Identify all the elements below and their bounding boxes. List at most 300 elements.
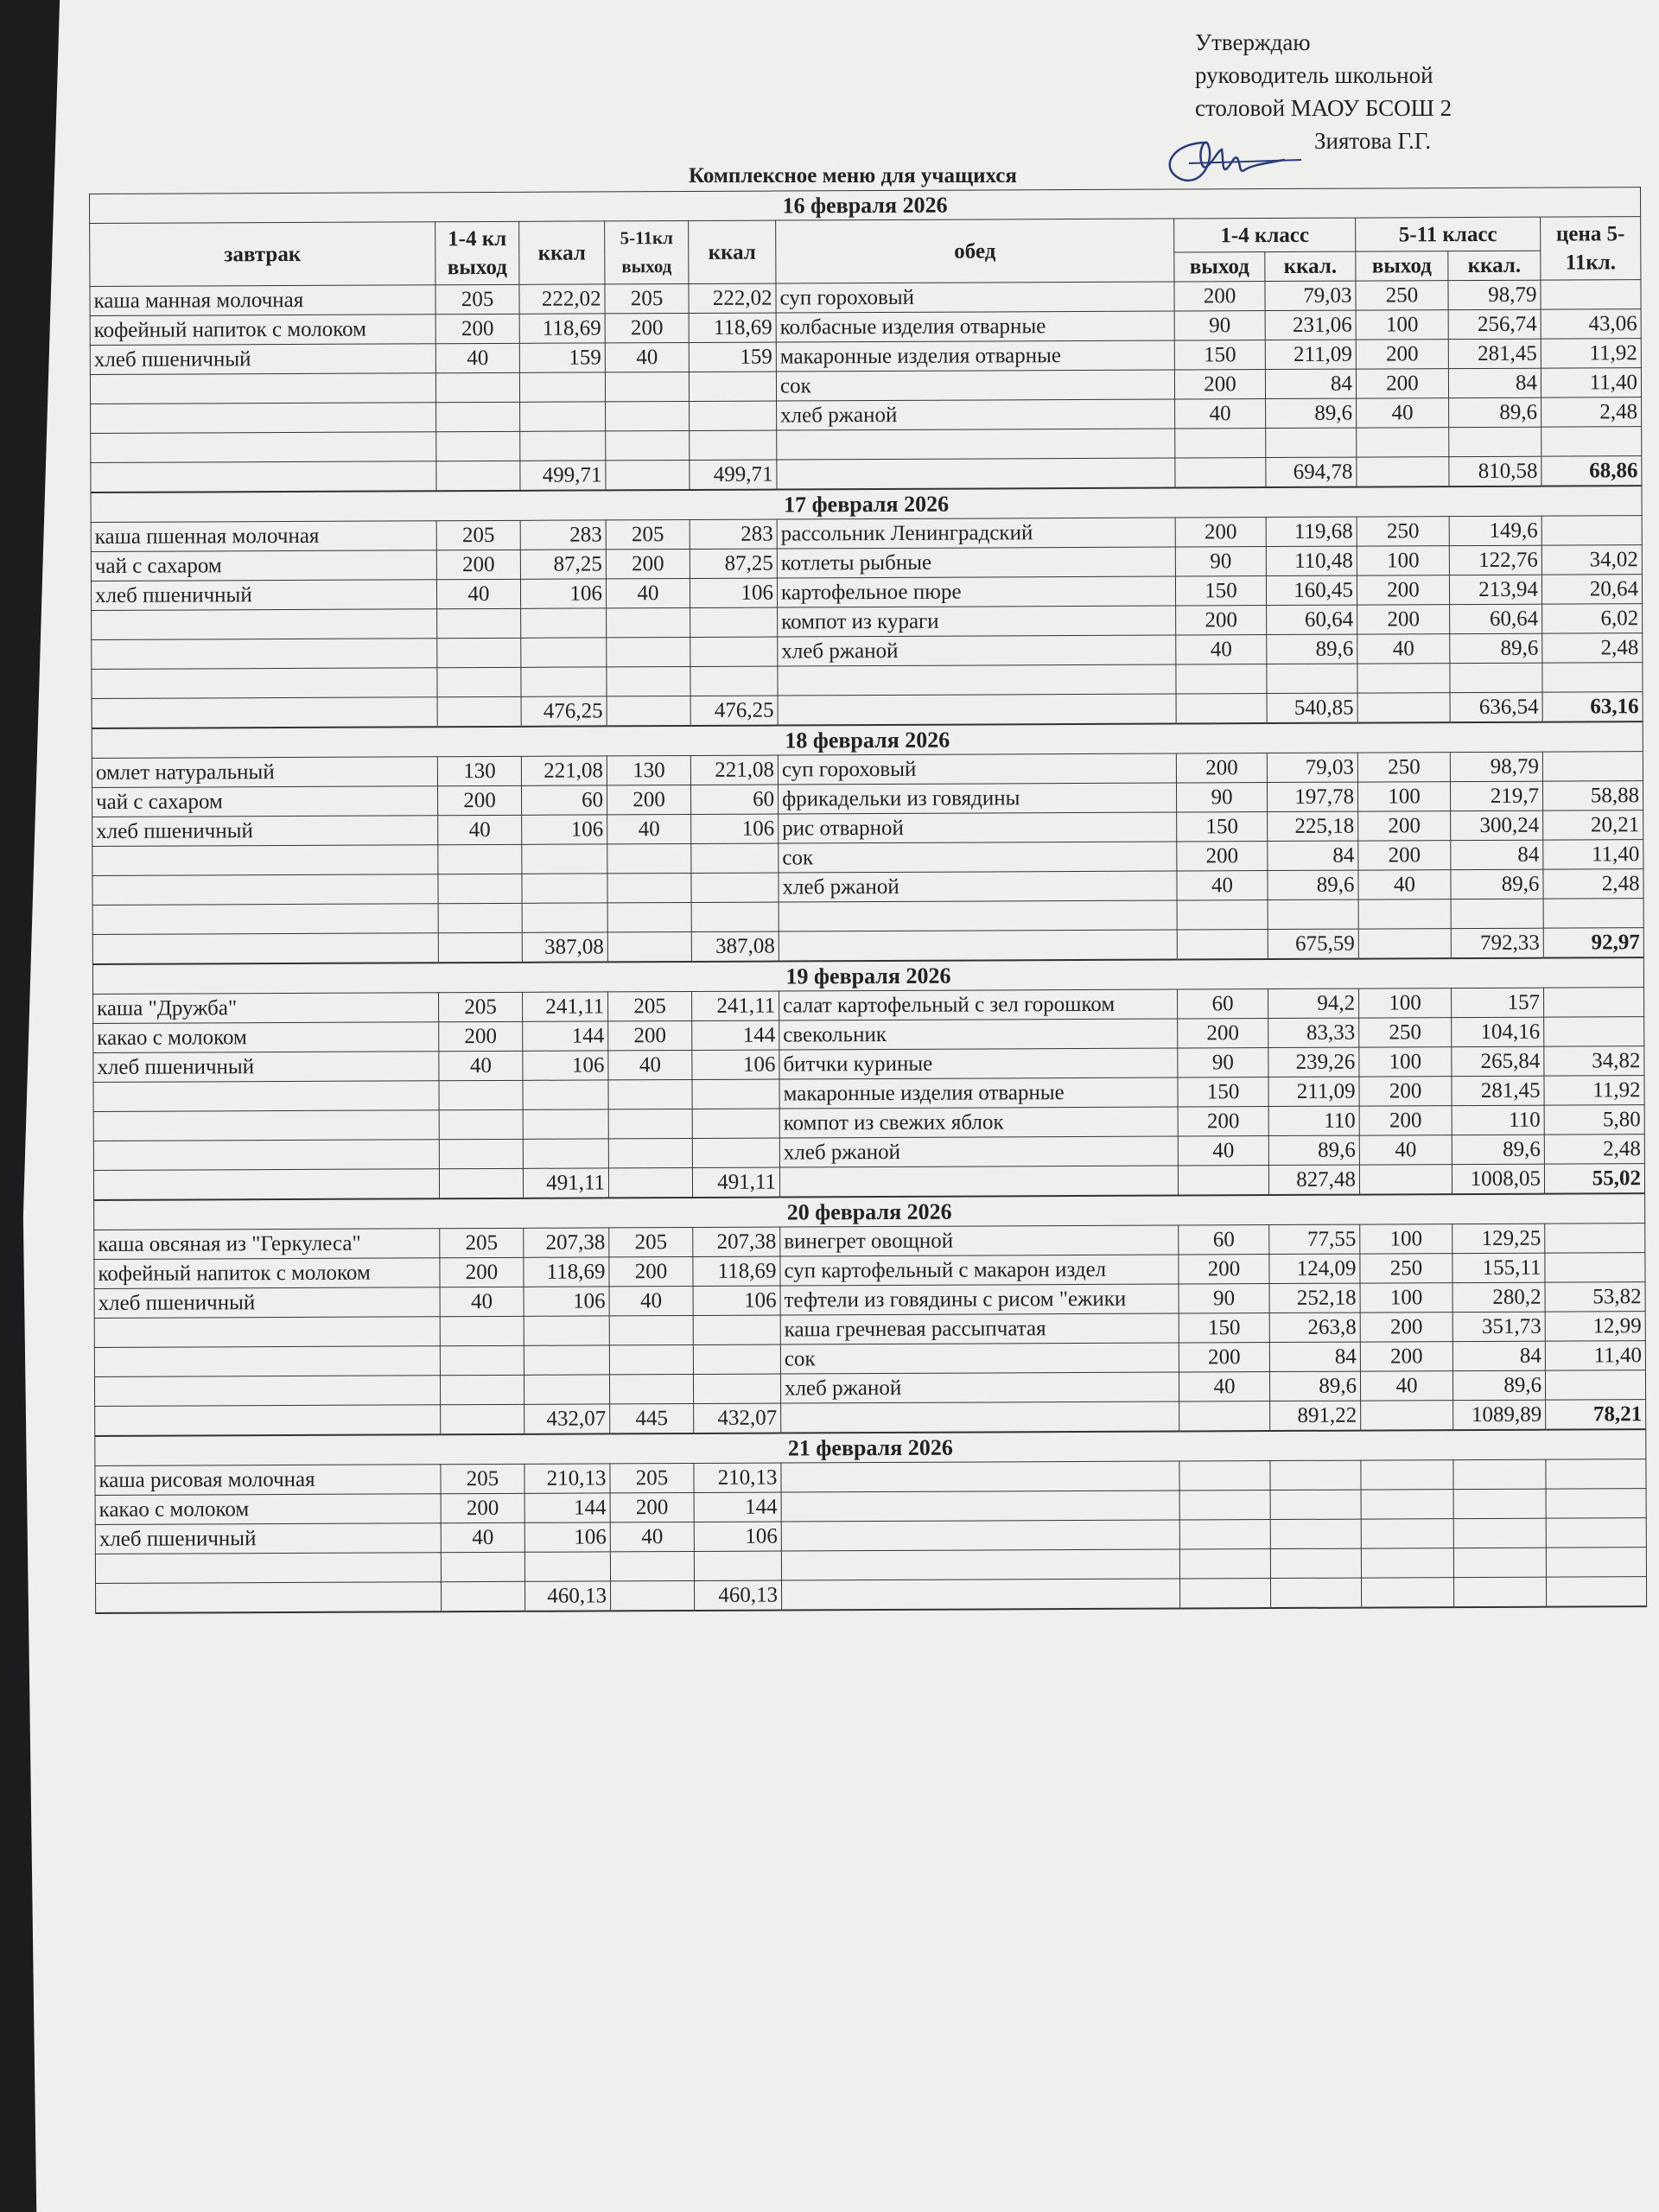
- menu-cell: 11,92: [1544, 1076, 1644, 1106]
- menu-cell: [1357, 664, 1450, 693]
- menu-cell: 205: [435, 284, 519, 314]
- menu-cell: 200: [1176, 753, 1267, 783]
- menu-cell: 60,64: [1267, 605, 1357, 634]
- menu-cell: [94, 1376, 440, 1407]
- menu-cell: 200: [609, 1256, 693, 1286]
- menu-cell: [439, 1080, 523, 1109]
- menu-cell: 250: [1359, 1018, 1452, 1047]
- menu-cell: [1542, 663, 1643, 693]
- day-date: 18 февраля 2026: [92, 721, 1643, 758]
- total-cell: 432,07: [524, 1404, 610, 1434]
- menu-cell: 205: [436, 520, 520, 550]
- menu-cell: хлеб пшеничный: [92, 816, 438, 847]
- total-cell: [96, 1582, 442, 1613]
- menu-cell: 40: [605, 342, 689, 372]
- menu-cell: 222,02: [519, 284, 605, 314]
- menu-cell: 252,18: [1269, 1283, 1360, 1313]
- header-class-5-11: 5-11 класс: [1356, 217, 1541, 251]
- total-cell: 491,11: [692, 1167, 779, 1198]
- total-cell: 491,11: [523, 1168, 608, 1198]
- total-cell: 1089,89: [1453, 1400, 1546, 1430]
- menu-cell: 84: [1268, 841, 1358, 870]
- menu-cell: 110: [1452, 1105, 1544, 1135]
- menu-cell: 11,92: [1541, 339, 1641, 369]
- menu-cell: [694, 1551, 781, 1580]
- menu-cell: 200: [440, 1257, 524, 1287]
- header-sub-kcal-2: ккал.: [1448, 251, 1541, 280]
- total-cell: 792,33: [1451, 928, 1543, 958]
- menu-cell: 231,06: [1265, 310, 1356, 340]
- menu-cell: 110,48: [1266, 546, 1357, 575]
- menu-cell: 263,8: [1269, 1313, 1360, 1342]
- menu-cell: 200: [1356, 369, 1448, 398]
- menu-cell: 222,02: [689, 283, 776, 313]
- menu-cell: 89,6: [1451, 869, 1543, 899]
- menu-cell: 106: [524, 1287, 609, 1316]
- total-cell: [1361, 1401, 1453, 1431]
- menu-cell: 200: [1176, 606, 1267, 635]
- menu-cell: [440, 1316, 524, 1345]
- menu-cell: 2,48: [1544, 1135, 1644, 1165]
- total-cell: [93, 1169, 439, 1200]
- total-cell: [438, 932, 522, 963]
- menu-cell: [607, 637, 690, 666]
- total-price-cell: 55,02: [1544, 1164, 1644, 1194]
- menu-cell: 106: [520, 579, 606, 608]
- menu-cell: 98,79: [1450, 752, 1542, 781]
- menu-cell: 11,40: [1543, 840, 1643, 870]
- menu-cell: [1546, 1459, 1646, 1490]
- menu-cell: [690, 607, 778, 637]
- menu-cell: 89,6: [1269, 1371, 1360, 1401]
- menu-cell: каша пшенная молочная: [91, 521, 436, 552]
- menu-cell: 150: [1175, 576, 1266, 606]
- menu-cell: [1541, 280, 1641, 310]
- total-price-cell: 63,16: [1542, 692, 1643, 722]
- menu-cell: 40: [435, 343, 519, 372]
- menu-cell: 11,40: [1541, 368, 1641, 398]
- total-cell: 499,71: [690, 460, 777, 490]
- menu-cell: [523, 1080, 608, 1109]
- menu-cell: 200: [436, 550, 520, 579]
- menu-cell: [522, 874, 607, 903]
- total-cell: [1357, 457, 1449, 487]
- header-lunch: обед: [776, 219, 1174, 283]
- menu-cell: [606, 401, 690, 430]
- menu-cell: тефтели из говядины с рисом "ежики: [780, 1284, 1179, 1315]
- menu-cell: 6,02: [1542, 604, 1643, 634]
- menu-cell: 34,02: [1541, 545, 1642, 575]
- menu-cell: 241,11: [692, 991, 779, 1020]
- menu-cell: битчки куриные: [779, 1048, 1178, 1079]
- menu-cell: 150: [1177, 812, 1268, 842]
- menu-cell: салат картофельный с зел горошком: [779, 989, 1178, 1020]
- total-cell: 445: [610, 1403, 694, 1433]
- menu-cell: 60: [690, 785, 778, 814]
- menu-cell: 40: [607, 814, 691, 843]
- menu-cell: [438, 874, 522, 903]
- menu-cell: [778, 664, 1176, 696]
- menu-table: [89, 187, 1647, 1614]
- menu-cell: [607, 843, 691, 873]
- approval-line-2: руководитель школьной: [1195, 62, 1433, 88]
- menu-cell: 211,09: [1268, 1077, 1359, 1106]
- menu-cell: [1176, 664, 1267, 694]
- menu-cell: 60: [1178, 989, 1268, 1019]
- menu-cell: 221,08: [690, 755, 778, 785]
- menu-cell: [92, 904, 438, 935]
- header-sub-out-2: выход: [1356, 251, 1448, 281]
- menu-cell: 150: [1174, 340, 1265, 370]
- menu-cell: 256,74: [1448, 309, 1541, 339]
- menu-cell: [94, 1317, 440, 1348]
- menu-cell: 283: [690, 519, 777, 549]
- menu-cell: 205: [608, 991, 692, 1020]
- menu-cell: 144: [694, 1492, 781, 1522]
- menu-cell: 200: [441, 1493, 524, 1522]
- menu-cell: 40: [606, 578, 690, 607]
- menu-cell: 118,69: [524, 1257, 609, 1287]
- total-cell: [782, 1579, 1180, 1611]
- menu-cell: 40: [1179, 1372, 1269, 1402]
- menu-cell: 5,80: [1544, 1105, 1644, 1135]
- menu-cell: каша манная молочная: [90, 285, 435, 316]
- menu-cell: 200: [1357, 605, 1450, 634]
- total-cell: 827,48: [1268, 1165, 1359, 1195]
- total-cell: 1008,05: [1452, 1164, 1544, 1194]
- total-price-cell: 78,21: [1546, 1400, 1646, 1430]
- menu-cell: [692, 1109, 779, 1138]
- menu-cell: 89,6: [1268, 1135, 1359, 1165]
- menu-cell: 84: [1265, 369, 1356, 398]
- menu-cell: 60: [1179, 1225, 1269, 1255]
- total-cell: [436, 461, 520, 491]
- menu-cell: [521, 638, 607, 667]
- menu-cell: 2,48: [1542, 633, 1643, 664]
- menu-cell: 200: [608, 1020, 692, 1050]
- menu-cell: какао с молоком: [95, 1494, 441, 1525]
- menu-cell: суп гороховый: [778, 753, 1176, 785]
- menu-cell: 219,7: [1450, 781, 1542, 810]
- menu-cell: [1177, 900, 1268, 930]
- menu-cell: 200: [435, 314, 519, 343]
- menu-cell: 149,6: [1449, 516, 1541, 545]
- menu-cell: макаронные изделия отварные: [776, 340, 1174, 372]
- menu-cell: 205: [606, 519, 690, 549]
- menu-cell: [1453, 1489, 1546, 1518]
- menu-cell: [690, 637, 778, 666]
- menu-cell: хлеб ржаной: [780, 1372, 1179, 1403]
- menu-cell: каша гречневая рассыпчатая: [780, 1313, 1179, 1344]
- menu-cell: 280,2: [1452, 1282, 1545, 1312]
- menu-cell: 200: [1360, 1313, 1452, 1342]
- menu-cell: 84: [1452, 1341, 1545, 1370]
- menu-cell: омлет натуральный: [92, 757, 437, 788]
- menu-cell: 43,06: [1541, 309, 1641, 340]
- menu-cell: [1361, 1460, 1453, 1490]
- menu-cell: 205: [439, 992, 523, 1021]
- menu-cell: [607, 666, 690, 696]
- menu-cell: [1179, 1520, 1270, 1549]
- menu-cell: [1543, 899, 1643, 929]
- menu-cell: 144: [692, 1020, 779, 1050]
- menu-cell: 200: [607, 785, 690, 814]
- menu-cell: хлеб ржаной: [779, 871, 1177, 902]
- menu-cell: 200: [1174, 282, 1265, 311]
- menu-cell: [608, 1109, 692, 1138]
- menu-cell: 58,88: [1542, 781, 1643, 811]
- menu-cell: [1546, 1548, 1646, 1578]
- menu-cell: [1449, 427, 1541, 456]
- menu-cell: [607, 607, 690, 637]
- menu-cell: 100: [1357, 546, 1449, 575]
- menu-cell: хлеб пшеничный: [93, 1052, 439, 1083]
- menu-cell: 130: [607, 755, 690, 785]
- menu-cell: [441, 1552, 524, 1581]
- menu-table-body: [90, 188, 1647, 1613]
- total-cell: [1175, 458, 1266, 488]
- menu-cell: рис отварной: [779, 812, 1177, 843]
- menu-cell: 40: [439, 1051, 523, 1080]
- menu-cell: 205: [605, 283, 689, 313]
- day-date: 19 февраля 2026: [92, 957, 1643, 994]
- total-cell: [1358, 929, 1451, 959]
- menu-cell: [439, 1109, 523, 1139]
- menu-cell: [522, 903, 607, 932]
- menu-cell: [1270, 1519, 1361, 1548]
- menu-cell: хлеб ржаной: [779, 1136, 1178, 1167]
- menu-cell: 84: [1451, 840, 1543, 869]
- menu-cell: 40: [1175, 399, 1266, 429]
- menu-cell: 87,25: [690, 549, 777, 578]
- menu-cell: [1268, 899, 1358, 929]
- menu-cell: [440, 1345, 524, 1375]
- menu-cell: 89,6: [1452, 1370, 1545, 1400]
- menu-cell: [606, 430, 690, 460]
- menu-cell: сок: [779, 842, 1177, 873]
- menu-cell: [1453, 1548, 1546, 1577]
- total-cell: 499,71: [520, 461, 606, 491]
- total-cell: [1357, 693, 1450, 723]
- menu-cell: 2,48: [1541, 397, 1642, 428]
- menu-cell: 40: [1357, 398, 1449, 428]
- menu-cell: [520, 431, 606, 461]
- menu-cell: какао с молоком: [93, 1022, 439, 1053]
- menu-cell: 144: [523, 1021, 608, 1051]
- menu-cell: 87,25: [520, 550, 606, 579]
- menu-cell: 210,13: [694, 1463, 781, 1492]
- menu-cell: 200: [439, 1021, 523, 1051]
- menu-cell: 200: [1178, 1107, 1268, 1136]
- menu-cell: 104,16: [1452, 1017, 1544, 1046]
- menu-cell: 159: [689, 342, 776, 372]
- total-cell: [606, 460, 690, 490]
- total-cell: [92, 697, 437, 728]
- menu-cell: [91, 403, 436, 434]
- day-date: 17 февраля 2026: [91, 486, 1642, 522]
- menu-cell: 200: [437, 785, 521, 815]
- menu-cell: [605, 372, 689, 401]
- total-cell: [608, 1167, 692, 1198]
- menu-cell: 210,13: [524, 1464, 610, 1493]
- menu-cell: [689, 372, 776, 401]
- menu-cell: [93, 1110, 439, 1141]
- total-cell: 694,78: [1266, 457, 1357, 487]
- menu-cell: 79,03: [1267, 753, 1357, 782]
- header-sub-kcal: ккал.: [1265, 251, 1356, 281]
- total-cell: [779, 1166, 1178, 1198]
- menu-cell: 106: [524, 1522, 610, 1552]
- menu-cell: 100: [1357, 782, 1450, 811]
- total-cell: [1362, 1578, 1454, 1608]
- total-cell: [1271, 1578, 1362, 1608]
- menu-cell: 106: [690, 578, 777, 607]
- total-cell: [779, 930, 1177, 962]
- menu-cell: колбасные изделия отварные: [776, 311, 1174, 342]
- menu-cell: [607, 873, 691, 902]
- menu-cell: [522, 844, 607, 874]
- menu-cell: [781, 1461, 1179, 1492]
- menu-cell: хлеб пшеничный: [90, 344, 435, 375]
- menu-cell: [92, 845, 438, 876]
- menu-cell: 106: [692, 1050, 779, 1079]
- menu-cell: [92, 609, 437, 640]
- menu-cell: котлеты рыбные: [777, 547, 1175, 578]
- total-row: [96, 1577, 1647, 1613]
- menu-cell: 124,09: [1269, 1254, 1360, 1283]
- menu-cell: 200: [606, 549, 690, 578]
- total-cell: [611, 1580, 695, 1611]
- menu-cell: [607, 902, 691, 931]
- menu-cell: 60: [521, 785, 607, 815]
- menu-cell: [608, 1079, 692, 1109]
- header-breakfast: завтрак: [90, 222, 435, 287]
- total-cell: [1179, 1402, 1270, 1432]
- menu-cell: хлеб пшеничный: [94, 1287, 440, 1319]
- total-cell: 432,07: [694, 1403, 781, 1433]
- menu-cell: хлеб пшеничный: [91, 580, 436, 611]
- menu-cell: 53,82: [1545, 1282, 1645, 1313]
- menu-cell: 100: [1360, 1224, 1452, 1254]
- menu-cell: [1545, 1370, 1645, 1401]
- menu-cell: компот из свежих яблок: [779, 1107, 1178, 1138]
- menu-cell: 283: [520, 520, 606, 550]
- menu-cell: 40: [1359, 1135, 1452, 1165]
- menu-cell: [1179, 1491, 1270, 1520]
- menu-cell: [690, 430, 777, 460]
- menu-cell: [1541, 427, 1642, 457]
- menu-cell: 155,11: [1452, 1253, 1545, 1282]
- menu-cell: 11,40: [1545, 1341, 1645, 1371]
- menu-cell: [1361, 1490, 1453, 1519]
- total-cell: [1176, 694, 1267, 724]
- menu-cell: 20,21: [1543, 810, 1643, 841]
- menu-cell: 90: [1174, 311, 1265, 340]
- menu-cell: 40: [1358, 870, 1451, 899]
- total-cell: [607, 696, 690, 726]
- menu-cell: каша "Дружба": [93, 993, 439, 1024]
- menu-cell: 34,82: [1544, 1046, 1644, 1077]
- menu-cell: [1270, 1548, 1361, 1578]
- menu-cell: 200: [1178, 1019, 1268, 1048]
- total-cell: 476,25: [521, 696, 607, 727]
- menu-cell: компот из кураги: [778, 606, 1176, 637]
- menu-cell: [693, 1344, 780, 1374]
- menu-cell: [524, 1552, 610, 1581]
- menu-cell: [1544, 988, 1644, 1018]
- menu-cell: [90, 373, 435, 404]
- menu-cell: 90: [1178, 1048, 1268, 1077]
- handwritten-signature: [1154, 125, 1327, 194]
- total-cell: [607, 931, 691, 962]
- menu-cell: [519, 372, 605, 402]
- document-title: Комплексное меню для учащихся: [689, 164, 1017, 188]
- menu-cell: чай с сахаром: [91, 550, 436, 582]
- total-cell: 387,08: [691, 931, 779, 962]
- menu-cell: [1361, 1548, 1453, 1578]
- header-price: цена 5-11кл.: [1541, 217, 1641, 281]
- total-cell: [781, 1402, 1179, 1433]
- menu-cell: 200: [605, 313, 689, 342]
- menu-cell: [91, 432, 436, 463]
- menu-cell: 221,08: [521, 756, 607, 785]
- menu-cell: [1546, 1489, 1646, 1519]
- menu-cell: [438, 844, 522, 874]
- menu-cell: [610, 1551, 694, 1580]
- menu-cell: [92, 639, 437, 670]
- menu-cell: рассольник Ленинградский: [777, 518, 1175, 549]
- menu-cell: 118,69: [689, 313, 776, 342]
- menu-cell: 200: [1179, 1343, 1269, 1372]
- menu-cell: [691, 843, 779, 873]
- menu-cell: 40: [609, 1286, 693, 1315]
- menu-cell: [523, 1109, 608, 1139]
- total-cell: [442, 1581, 525, 1611]
- menu-cell: [1179, 1461, 1270, 1491]
- menu-cell: 129,25: [1452, 1224, 1545, 1253]
- menu-cell: фрикадельки из говядины: [778, 783, 1176, 814]
- total-cell: [441, 1404, 524, 1434]
- menu-cell: [520, 402, 606, 431]
- menu-cell: 159: [519, 343, 605, 372]
- menu-cell: 94,2: [1268, 988, 1359, 1018]
- menu-cell: [693, 1315, 780, 1344]
- menu-cell: 118,69: [519, 314, 605, 343]
- menu-cell: [437, 638, 521, 667]
- menu-cell: 130: [437, 756, 521, 785]
- menu-cell: 106: [691, 814, 779, 843]
- menu-cell: хлеб пшеничный: [95, 1523, 441, 1554]
- header-out-1-4: 1-4 кл выход: [435, 221, 519, 284]
- header-kcal-5-11: ккал: [689, 220, 776, 283]
- day-date: 21 февраля 2026: [95, 1429, 1646, 1465]
- menu-cell: [691, 902, 779, 931]
- total-cell: 636,54: [1450, 692, 1542, 722]
- menu-cell: 106: [522, 815, 607, 844]
- total-cell: [1359, 1165, 1452, 1195]
- menu-cell: 40: [436, 579, 520, 608]
- menu-cell: [1542, 752, 1643, 782]
- menu-cell: [437, 667, 521, 696]
- menu-cell: 100: [1359, 1047, 1452, 1077]
- menu-cell: 90: [1176, 783, 1267, 812]
- menu-cell: хлеб ржаной: [778, 635, 1176, 666]
- menu-cell: [94, 1346, 440, 1377]
- menu-cell: суп гороховый: [776, 282, 1174, 313]
- menu-cell: [781, 1520, 1179, 1551]
- menu-cell: хлеб ржаной: [777, 399, 1175, 430]
- menu-cell: 100: [1359, 988, 1452, 1018]
